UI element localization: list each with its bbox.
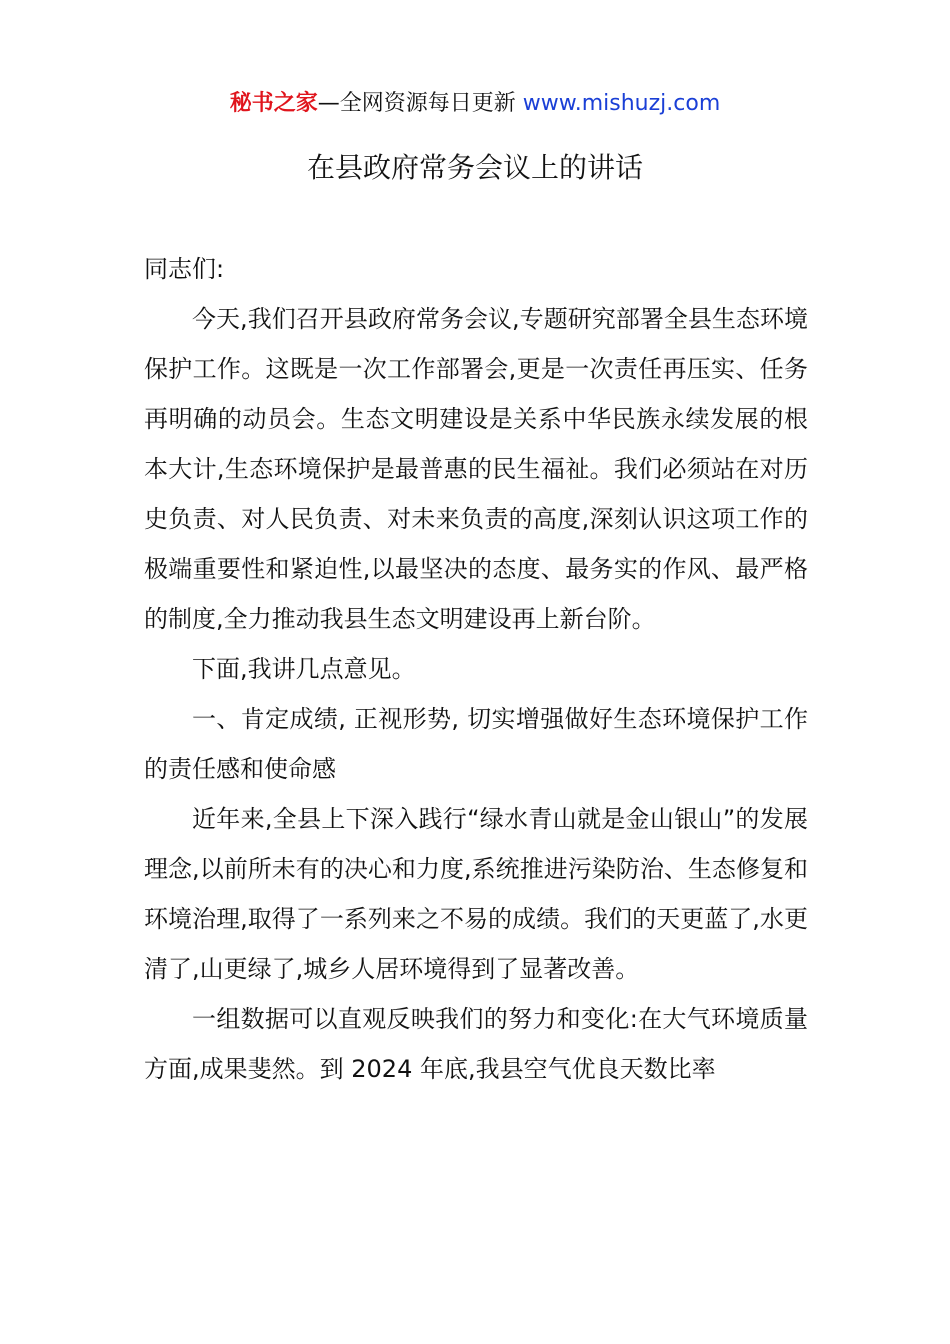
section-heading-1: 一、肯定成绩, 正视形势, 切实增强做好生态环境保护工作的责任感和使命感	[144, 705, 808, 783]
site-url-link[interactable]: www.mishuzj.com	[522, 91, 721, 116]
paragraph-transition: 下面,我讲几点意见。	[192, 655, 416, 683]
document-title: 在县政府常务会议上的讲话	[306, 151, 643, 184]
document-body	[144, 244, 808, 1094]
paragraph-achievements: 近年来,全县上下深入践行“绿水青山就是金山银山”的发展理念,以前所未有的决心和力度,系统推进污染防治、生态修复和环境治理,取得了一系列来之不易的成绩。我们的天更蓝了,水更清了,山更绿了,城乡人居环境得到了显著改善。	[144, 805, 808, 983]
paragraph-intro: 今天,我们召开县政府常务会议,专题研究部署全县生态环境保护工作。这既是一次工作部署会,更是一次责任再压实、任务再明确的动员会。生态文明建设是关系中华民族永续发展的根本大计,生态环境保护是最普惠的民生福祉。我们必须站在对历史负责、对人民负责、对未来负责的高度,深刻认识这项工作的极端重要性和紧迫性,以最坚决的态度、最务实的作风、最严格的制度,全力推动我县生态文明建设再上新台阶。	[144, 305, 808, 633]
paragraph-data: 一组数据可以直观反映我们的努力和变化:在大气环境质量方面,成果斐然。到 2024 年底,我县空气优良天数比率	[144, 1005, 808, 1083]
site-header	[0, 88, 950, 120]
salutation: 同志们:	[144, 255, 225, 283]
brand-name: 秘书之家	[229, 91, 318, 116]
header-tagline: —全网资源每日更新	[317, 91, 523, 116]
